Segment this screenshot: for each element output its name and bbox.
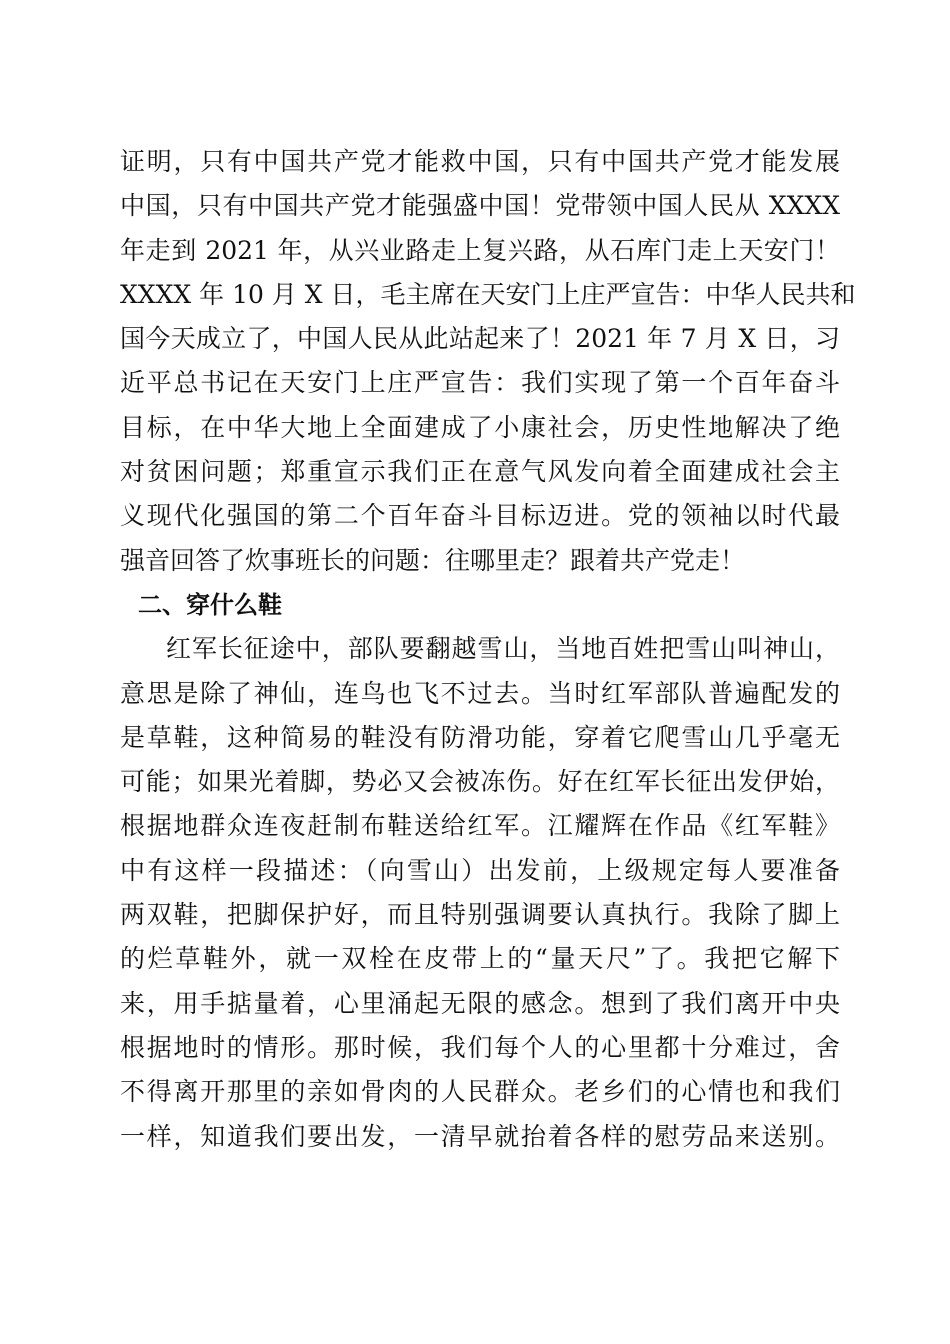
paragraph-1-line-8: 对贫困问题；郑重宣示我们正在意气风发向着全面建成社会主: [120, 457, 840, 487]
paragraph-2-line-9: 来，用手掂量着，心里涌起无限的感念。想到了我们离开中央: [120, 988, 840, 1018]
paragraph-2-line-7: 两双鞋，把脚保护好，而且特别强调要认真执行。我除了脚上: [120, 900, 840, 930]
paragraph-2-line-6: 中有这样一段描述：（向雪山）出发前，上级规定每人要准备: [120, 855, 840, 885]
paragraph-1-line-9: 义现代化强国的第二个百年奋斗目标迈进。党的领袖以时代最: [120, 501, 840, 531]
paragraph-1-line-3: 年走到 2021 年，从兴业路走上复兴路，从石库门走上天安门！: [120, 235, 840, 265]
paragraph-1-line-4: XXXX 年 10 月 X 日，毛主席在天安门上庄严宣告：中华人民共和: [120, 279, 856, 309]
paragraph-2-line-1: 红军长征途中，部队要翻越雪山，当地百姓把雪山叫神山，: [166, 634, 840, 664]
paragraph-2-line-11: 不得离开那里的亲如骨肉的人民群众。老乡们的心情也和我们: [120, 1077, 840, 1107]
paragraph-2-line-4: 可能；如果光着脚，势必又会被冻伤。好在红军长征出发伊始，: [120, 767, 840, 797]
paragraph-1-line-2: 中国，只有中国共产党才能强盛中国！党带领中国人民从 XXXX: [120, 191, 840, 221]
section-heading: 二、穿什么鞋: [138, 590, 282, 619]
paragraph-2-line-5: 根据地群众连夜赶制布鞋送给红军。江耀辉在作品《红军鞋》: [120, 811, 840, 841]
paragraph-2-line-2: 意思是除了神仙，连鸟也飞不过去。当时红军部队普遍配发的: [120, 678, 840, 708]
paragraph-1-line-10: 强音回答了炊事班长的问题：往哪里走？跟着共产党走！: [120, 545, 746, 575]
document-body: [120, 140, 856, 1159]
paragraph-2-line-10: 根据地时的情形。那时候，我们每个人的心里都十分难过，舍: [120, 1032, 840, 1062]
paragraph-1-line-1: 证明，只有中国共产党才能救中国，只有中国共产党才能发展: [120, 147, 840, 176]
paragraph-2-line-12: 一样，知道我们要出发，一清早就抬着各样的慰劳品来送别。: [120, 1121, 840, 1151]
paragraph-1-line-7: 目标，在中华大地上全面建成了小康社会，历史性地解决了绝: [120, 412, 840, 442]
paragraph-1-line-6: 近平总书记在天安门上庄严宣告：我们实现了第一个百年奋斗: [120, 368, 840, 398]
paragraph-1-line-5: 国今天成立了，中国人民从此站起来了！2021 年 7 月 X 日，习: [120, 324, 840, 354]
paragraph-2-line-3: 是草鞋，这种简易的鞋没有防滑功能，穿着它爬雪山几乎毫无: [120, 722, 840, 752]
paragraph-2-line-8: 的烂草鞋外，就一双栓在皮带上的“量天尺”了。我把它解下: [120, 944, 840, 974]
